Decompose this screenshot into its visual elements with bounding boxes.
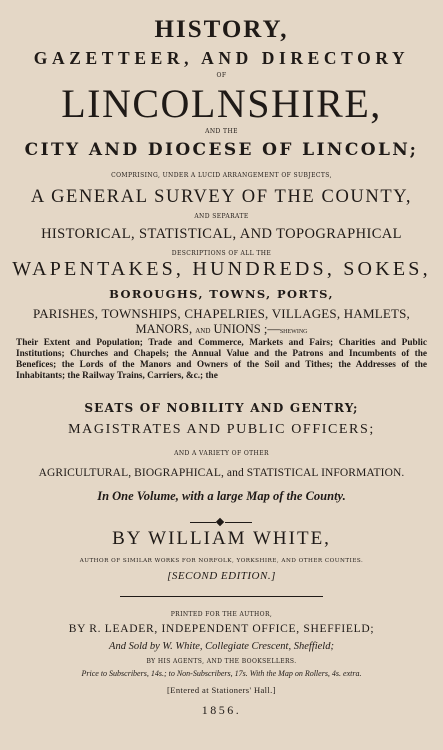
edition-line: [SECOND EDITION.]	[167, 570, 276, 582]
agents-line: BY HIS AGENTS, AND THE BOOKSELLERS.	[146, 658, 297, 665]
variety-line: AND A VARIETY OF OTHER	[174, 450, 269, 457]
divider-rule	[120, 596, 323, 597]
title-and-the: AND THE	[205, 128, 238, 135]
title-of: OF	[216, 72, 227, 79]
price-line: Price to Subscribers, 14s.; to Non-Subscribers, 17s. With the Map on Rollers, 4s. extra.	[81, 669, 362, 678]
by-author: BY WILLIAM WHITE,	[112, 528, 331, 549]
one-volume-line: In One Volume, with a large Map of the County.	[97, 489, 346, 503]
author-works: AUTHOR OF SIMILAR WORKS FOR NORFOLK, YORKSHIRE, AND OTHER COUNTIES.	[79, 558, 364, 564]
title-and-separate: AND SEPARATE	[194, 213, 249, 220]
title-history: HISTORY,	[154, 16, 289, 43]
title-wapentakes: WAPENTAKES, HUNDREDS, SOKES,	[12, 258, 431, 280]
magistrates-line: MAGISTRATES AND PUBLIC OFFICERS;	[68, 422, 375, 437]
title-city-diocese: CITY AND DIOCESE OF LINCOLN;	[24, 140, 419, 160]
title-boroughs: BOROUGHS, TOWNS, PORTS,	[109, 287, 334, 301]
title-lincolnshire: LINCOLNSHIRE,	[61, 81, 382, 126]
manors-shewing: SHEWING	[279, 329, 308, 335]
sold-by: And Sold by W. White, Collegiate Crescent, Sheffield;	[109, 641, 334, 652]
contents-paragraph: Their Extent and Population; Trade and Commerce, Markets and Fairs; Charities and Public Institutions; Churches and Chapels; the Annual Value and the Patrons and Incumbents of the Benefices; the Lords of the Manors and Owners of the Soil and Tithes; the Addresses of the Inhabitants; the Railway Trains, Carriers, &c.; the	[16, 338, 427, 381]
manors-and: AND	[195, 327, 211, 335]
title-comprising: COMPRISING, UNDER A LUCID ARRANGEMENT OF SUBJECTS,	[111, 172, 332, 179]
title-historical: HISTORICAL, STATISTICAL, AND TOPOGRAPHICAL	[41, 226, 402, 242]
entered-line: [Entered at Stationers' Hall.]	[167, 685, 276, 695]
ornament-rule	[190, 519, 252, 525]
agricultural-line: AGRICULTURAL, BIOGRAPHICAL, and STATISTICAL INFORMATION.	[38, 467, 405, 479]
title-descriptions: DESCRIPTIONS OF ALL THE	[171, 250, 272, 257]
title-general-survey: A GENERAL SURVEY OF THE COUNTY,	[30, 187, 413, 207]
manors-text: MANORS,	[135, 322, 193, 336]
seats-line: SEATS OF NOBILITY AND GENTRY;	[84, 401, 359, 415]
printer-leader: BY R. LEADER, INDEPENDENT OFFICE, SHEFFIELD;	[68, 623, 375, 635]
title-gazetteer: GAZETTEER, AND DIRECTORY	[33, 48, 410, 68]
title-manors	[0, 322, 443, 337]
title-parishes: PARISHES, TOWNSHIPS, CHAPELRIES, VILLAGES, HAMLETS,	[32, 306, 411, 321]
printed-for-author: PRINTED FOR THE AUTHOR,	[170, 611, 273, 618]
manors-unions: UNIONS ;—	[213, 322, 280, 336]
year-line: 1856.	[201, 703, 242, 717]
